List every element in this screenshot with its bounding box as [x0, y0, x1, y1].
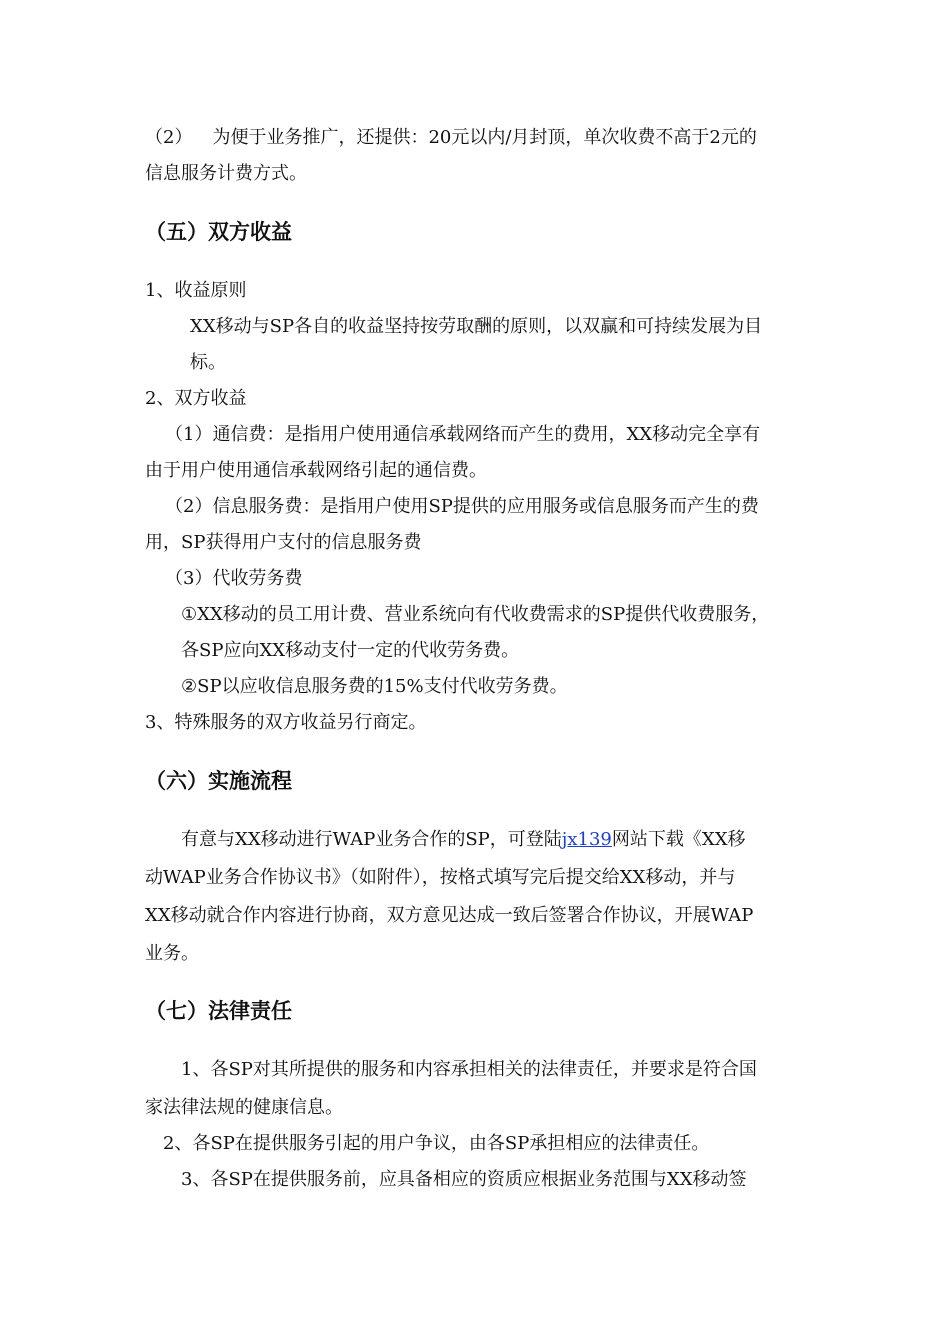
section-6-heading: （六）实施流程	[145, 769, 292, 793]
collection-fee-a-line-2: 各SP应向XX移动支付一定的代收劳务费。	[181, 640, 520, 661]
process-line-4: 业务。	[145, 943, 199, 964]
legal-item-1-line-2: 家法律法规的健康信息。	[145, 1097, 343, 1118]
special-service-income: 3、特殊服务的双方收益另行商定。	[145, 712, 427, 733]
process-line-1-start: 有意与XX移动进行WAP业务合作的SP，可登陆	[181, 829, 562, 850]
item-2-line-2: 信息服务计费方式。	[145, 163, 307, 184]
collection-fee-a-line-1: ①XX移动的员工用计费、营业系统向有代收费需求的SP提供代收费服务，	[181, 604, 770, 625]
item-2-text: 为便于业务推广，还提供：20元以内/月封顶，单次收费不高于2元的	[212, 127, 757, 148]
process-line-3: XX移动就合作内容进行协商，双方意见达成一致后签署合作协议，开展WAP	[145, 905, 754, 926]
info-service-fee-line-1: （2）信息服务费：是指用户使用SP提供的应用服务或信息服务而产生的费	[165, 496, 759, 517]
legal-item-3-line-1: 3、各SP在提供服务前，应具备相应的资质应根据业务范围与XX移动签	[181, 1169, 747, 1190]
jx139-link[interactable]: jx139	[561, 829, 612, 850]
process-line-2: 动WAP业务合作协议书》（如附件），按格式填写完后提交给XX移动，并与	[145, 867, 736, 888]
income-principle-title: 1、收益原则	[145, 280, 247, 301]
process-line-1-end: 网站下载《XX移	[611, 829, 746, 850]
mutual-income-title: 2、双方收益	[145, 388, 247, 409]
legal-item-2: 2、各SP在提供服务引起的用户争议，由各SP承担相应的法律责任。	[163, 1133, 710, 1154]
income-principle-line-2: 标。	[190, 352, 226, 373]
income-principle-line-1: XX移动与SP各自的收益坚持按劳取酬的原则，以双赢和可持续发展为目	[190, 316, 763, 337]
section-7-heading: （七）法律责任	[145, 999, 292, 1023]
process-line-1	[181, 828, 746, 852]
communication-fee-line-2: 由于用户使用通信承载网络引起的通信费。	[145, 460, 487, 481]
collection-fee-b: ②SP以应收信息服务费的15%支付代收劳务费。	[181, 676, 568, 697]
item-2-prefix: （2）	[145, 127, 193, 148]
collection-fee-title: （3）代收劳务费	[165, 568, 303, 589]
info-service-fee-line-2: 用，SP获得用户支付的信息服务费	[145, 532, 422, 553]
legal-item-1-line-1: 1、各SP对其所提供的服务和内容承担相关的法律责任，并要求是符合国	[181, 1059, 757, 1080]
item-2-line-1	[145, 126, 757, 150]
communication-fee-line-1: （1）通信费：是指用户使用通信承载网络而产生的费用，XX移动完全享有	[165, 424, 761, 445]
section-5-heading: （五）双方收益	[145, 220, 292, 244]
